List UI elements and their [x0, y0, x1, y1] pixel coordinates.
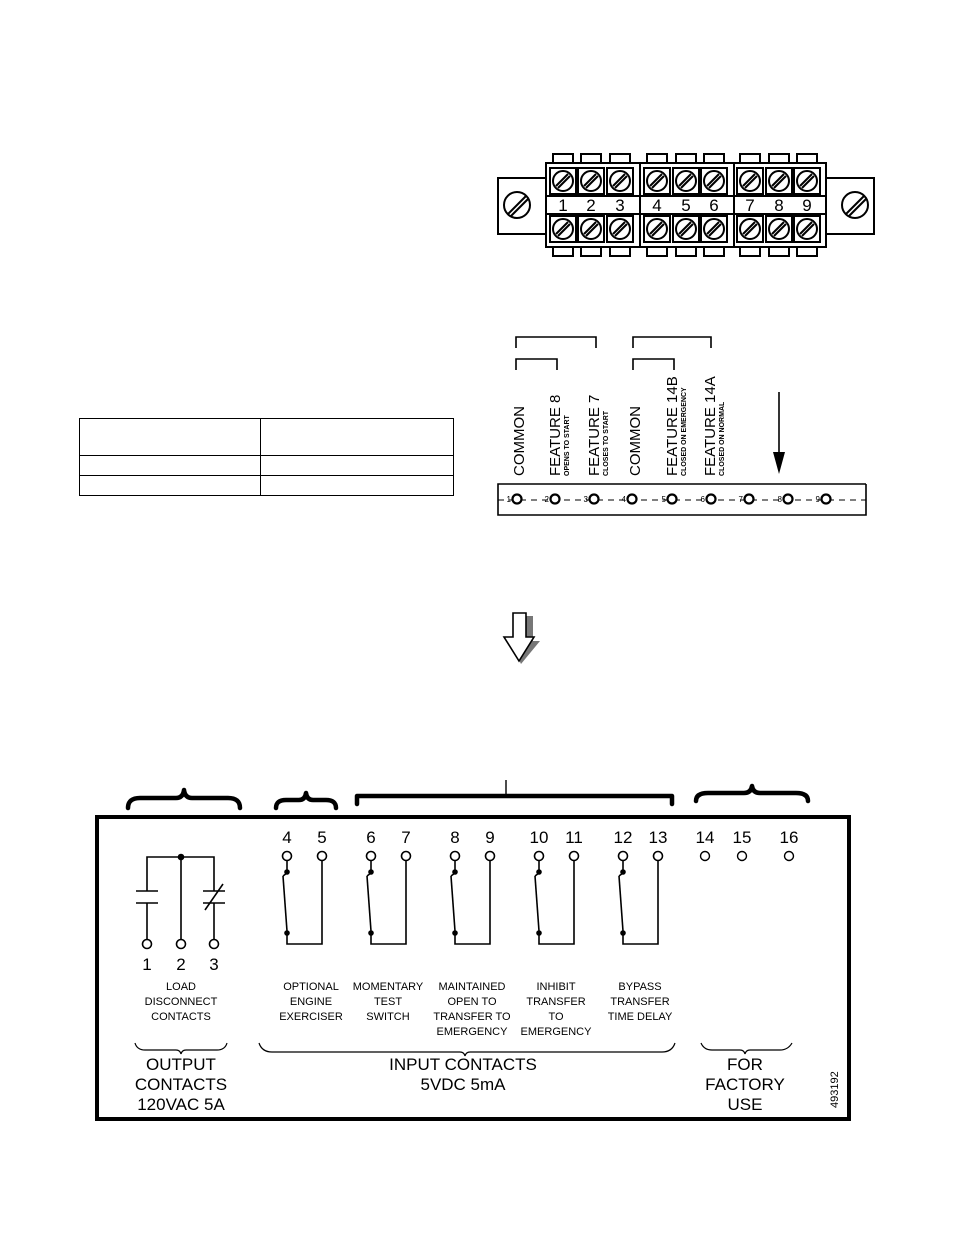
caption-line: OPTIONAL: [283, 981, 339, 993]
caption-line: OPEN TO: [447, 996, 497, 1008]
caption-line: EMERGENCY: [436, 1026, 508, 1038]
label-feature-14a: FEATURE 14A: [702, 376, 719, 476]
strip-tab: [647, 247, 667, 256]
strip-tab: [740, 247, 760, 256]
caption-line: TRANSFER: [526, 996, 586, 1008]
strip-tab: [581, 154, 601, 163]
strip-number: 5: [681, 196, 691, 215]
caption-line: INHIBIT: [536, 981, 576, 993]
board-terminal: [778, 495, 793, 505]
screw-icon: [550, 168, 576, 194]
screw-icon: [766, 216, 792, 242]
caption-line: ENGINE: [289, 996, 333, 1008]
screw-icon: [578, 216, 604, 242]
output-group-label: 120VAC 5A: [137, 1095, 225, 1114]
strip-tab: [797, 154, 817, 163]
screw-icon: [701, 168, 727, 194]
factory-group-label: USE: [727, 1095, 763, 1114]
board-terminal-number: 4: [621, 495, 626, 504]
output-group-label: OUTPUT: [146, 1055, 216, 1074]
strip-tab: [740, 154, 760, 163]
output-number: 2: [176, 955, 186, 974]
strip-tab: [676, 247, 696, 256]
screw-icon: [737, 216, 763, 242]
caption-line: EXERCISER: [279, 1011, 343, 1023]
screw-icon: [578, 168, 604, 194]
board-terminal-number: 1: [506, 495, 511, 504]
label-feature-14b: FEATURE 14B: [664, 376, 681, 476]
feature-brackets: [516, 337, 711, 370]
board-terminal: [622, 495, 637, 505]
screw-icon: [673, 168, 699, 194]
strip-number: 2: [586, 196, 596, 215]
label-common-4: COMMON: [627, 406, 644, 476]
board-terminal: [545, 495, 560, 505]
terminal-number: 14: [695, 828, 715, 847]
terminal-number: 12: [613, 828, 633, 847]
strip-tab: [704, 247, 724, 256]
feature-labels: [511, 376, 726, 476]
terminal-number: 8: [450, 828, 460, 847]
strip-tab: [676, 154, 696, 163]
figure-id: 493192: [829, 1071, 841, 1108]
screw-icon: [737, 168, 763, 194]
board-terminal: [584, 495, 599, 505]
strip-number: 9: [802, 196, 812, 215]
screw-icon: [794, 168, 820, 194]
hollow-down-arrow-icon: [504, 613, 540, 664]
panel-group-braces: [128, 786, 808, 808]
strip-tab: [647, 154, 667, 163]
output-caption-line: CONTACTS: [151, 1011, 211, 1023]
board-terminal: [816, 495, 831, 505]
screw-icon: [607, 168, 633, 194]
screw-icon: [701, 216, 727, 242]
strip-number: 3: [615, 196, 625, 215]
caption-line: TRANSFER: [610, 996, 670, 1008]
output-number: 1: [142, 955, 152, 974]
strip-tab: [581, 247, 601, 256]
terminal-number: 6: [366, 828, 376, 847]
strip-tab: [769, 154, 789, 163]
caption-line: TEST: [373, 996, 403, 1008]
board-terminal-number: 2: [544, 495, 549, 504]
screw-icon: [550, 216, 576, 242]
down-arrow-icon: [773, 392, 785, 474]
screw-icon: [794, 216, 820, 242]
board-terminal: [701, 495, 716, 505]
terminal-number: 15: [732, 828, 752, 847]
screw-icon: [644, 168, 670, 194]
screw-icon: [673, 216, 699, 242]
label-common-1: COMMON: [511, 406, 528, 476]
strip-number: 1: [558, 196, 568, 215]
caption-line: SWITCH: [366, 1011, 410, 1023]
factory-group-label: FOR: [727, 1055, 763, 1074]
output-group-label: CONTACTS: [134, 1075, 228, 1094]
screw-icon: [766, 168, 792, 194]
label-feature-14a-sub: CLOSED ON NORMAL: [719, 401, 726, 476]
board-terminal-number: 3: [583, 495, 588, 504]
factory-group-label: FACTORY: [705, 1075, 785, 1094]
caption-line: TIME DELAY: [607, 1011, 673, 1023]
board-terminal-number: 5: [661, 495, 666, 504]
caption-line: TRANSFER TO: [433, 1011, 511, 1023]
strip-tab: [797, 247, 817, 256]
terminal-number: 11: [565, 828, 583, 847]
strip-tab: [553, 247, 573, 256]
terminal-number: 9: [485, 828, 495, 847]
caption-line: BYPASS: [618, 981, 662, 993]
output-caption-line: DISCONNECT: [144, 996, 218, 1008]
strip-number: 7: [745, 196, 755, 215]
strip-tab: [610, 154, 630, 163]
label-feature-7: FEATURE 7: [586, 394, 603, 476]
board-terminal: [507, 495, 522, 505]
strip-tab: [610, 247, 630, 256]
output-number: 3: [209, 955, 219, 974]
terminal-number: 13: [648, 828, 668, 847]
board-terminal-number: 9: [815, 495, 820, 504]
input-group-label: 5VDC 5mA: [420, 1075, 506, 1094]
caption-line: TO: [548, 1011, 564, 1023]
strip-tab: [769, 247, 789, 256]
terminal-number: 10: [529, 828, 549, 847]
strip-number: 6: [709, 196, 719, 215]
terminal-number: 16: [779, 828, 799, 847]
board-terminal-number: 6: [700, 495, 705, 504]
board-terminal-number: 7: [738, 495, 743, 504]
board-terminal: [739, 495, 754, 505]
output-caption-line: LOAD: [166, 981, 196, 993]
caption-line: MAINTAINED: [438, 981, 506, 993]
screw-icon: [644, 216, 670, 242]
strip-number: 8: [774, 196, 784, 215]
strip-tab: [704, 154, 724, 163]
label-feature-8-sub: OPENS TO START: [564, 415, 571, 476]
label-feature-8: FEATURE 8: [547, 394, 564, 476]
terminal-number: 5: [317, 828, 327, 847]
board-terminal: [662, 495, 677, 505]
input-group-label: INPUT CONTACTS: [389, 1055, 537, 1074]
caption-line: EMERGENCY: [520, 1026, 592, 1038]
terminal-number: 4: [282, 828, 292, 847]
board-terminals: [507, 495, 831, 505]
strip-number: 4: [652, 196, 662, 215]
screw-icon: [607, 216, 633, 242]
board-terminal-number: 8: [777, 495, 782, 504]
terminal-number: 7: [401, 828, 411, 847]
caption-line: MOMENTARY: [352, 981, 424, 993]
label-feature-14b-sub: CLOSED ON EMERGENCY: [681, 387, 688, 476]
label-feature-7-sub: CLOSES TO START: [603, 410, 610, 476]
strip-tab: [553, 154, 573, 163]
